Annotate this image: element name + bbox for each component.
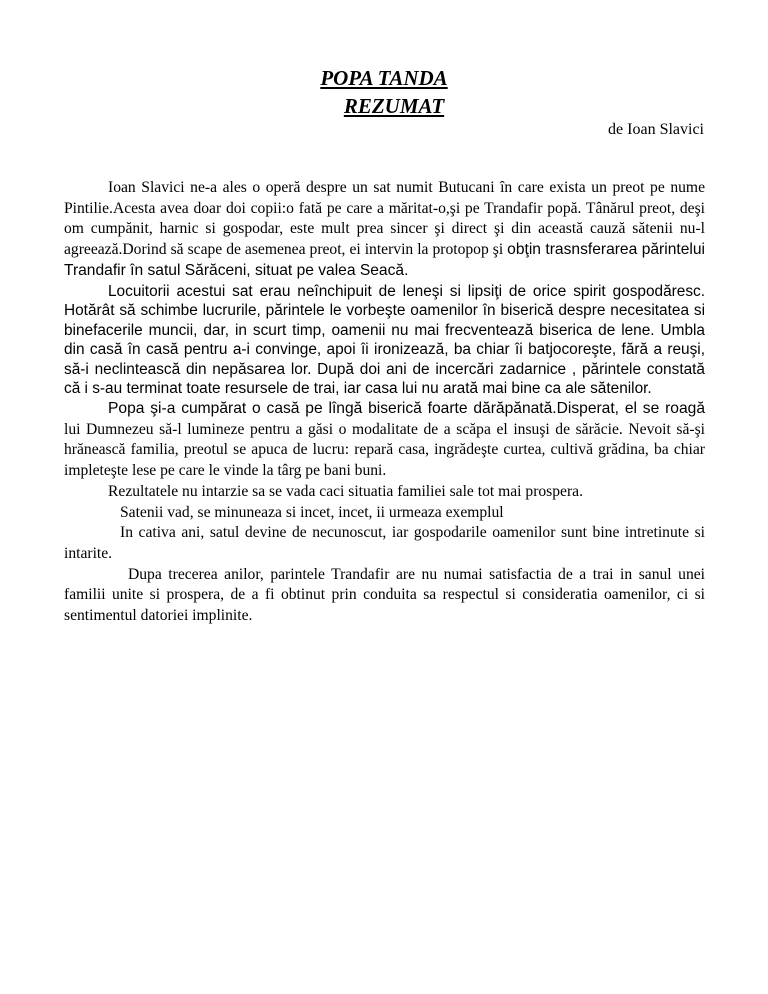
paragraph-1-sans-text: obţin trasnsferarea părintelui Trandafir în satul Sărăceni, situat pe valea Seacă. bbox=[64, 241, 705, 279]
document-subtitle: REZUMAT bbox=[343, 94, 445, 118]
document-title: POPA TANDA bbox=[320, 66, 448, 90]
paragraph-5: Satenii vad, se minuneaza si incet, incet, ii urmeaza exemplul bbox=[120, 503, 504, 521]
document-body bbox=[64, 178, 705, 627]
paragraph-3 bbox=[64, 399, 705, 482]
paragraph-7: Dupa trecerea anilor, parintele Trandafir are nu numai satisfactia de a trai in sanul unei familii unite si prospera, de a fi obtinut prin conduita sa respectul si consideratia oamenilor, ci si sentimentul datoriei implinite. bbox=[64, 565, 705, 625]
paragraph-1 bbox=[64, 178, 705, 282]
paragraph-4: Rezultatele nu intarzie sa se vada caci situatia familiei sale tot mai prospera. bbox=[108, 482, 583, 500]
paragraph-3-sans-text: Popa şi-a cumpărat o casă pe lîngă biserică foarte dărăpănată.Disperat, el se roagă bbox=[108, 400, 705, 418]
paragraph-6: In cativa ani, satul devine de necunoscut, iar gospodarile oamenilor sunt bine intretinute si intarite. bbox=[64, 524, 705, 562]
document-author: de Ioan Slavici bbox=[608, 121, 704, 138]
paragraph-3-serif-text: lui Dumnezeu să-l lumineze pentru a găsi o modalitate de a scăpa el insuşi de sărăcie. Nevoit să-şi hrănească familia, preotul se apuca de lucru: repară casa, ingrădeşte curtea, cultivă grădina, ba chiar impleteşte lese pe care le vinde la târg pe bani buni. bbox=[64, 420, 705, 480]
paragraph-1-serif-text: Ioan Slavici ne-a ales o operă despre un sat numit Butucani în care exista un preot pe nume Pintilie.Acesta avea doar doi copii:o fată pe care a măritat-o,şi pe Trandafir popă. Tânărul preot, deşi om cumpănit, harnic si gospodar, este mult prea sincer şi direct şi din această cauză sătenii nu-l agreează.Dorind să scape de asemenea preot, ei intervin la protopop şi bbox=[64, 179, 705, 259]
paragraph-2: Locuitorii acestui sat erau neînchipuit de leneşi si lipsiţi de orice spirit gospodăresc. Hotărât să schimbe lucrurile, părintele le vorbeşte oamenilor în biserică despre necesitatea si binefacerile muncii, dar, in scurt timp, oamenii nu mai frecventează biserica de lene. Umbla din casă în casă pentru a-i convinge, apoi îi ironizează, ba chiar îi batjocoreşte, fără a reuşi, să-i neclintească din nepăsarea lor. După doi ani de incercări zadarnice , părintele constată că i s-au terminat toate resursele de trai, iar casa lui nu arată mai bine ca ale sătenilor. bbox=[64, 282, 705, 398]
